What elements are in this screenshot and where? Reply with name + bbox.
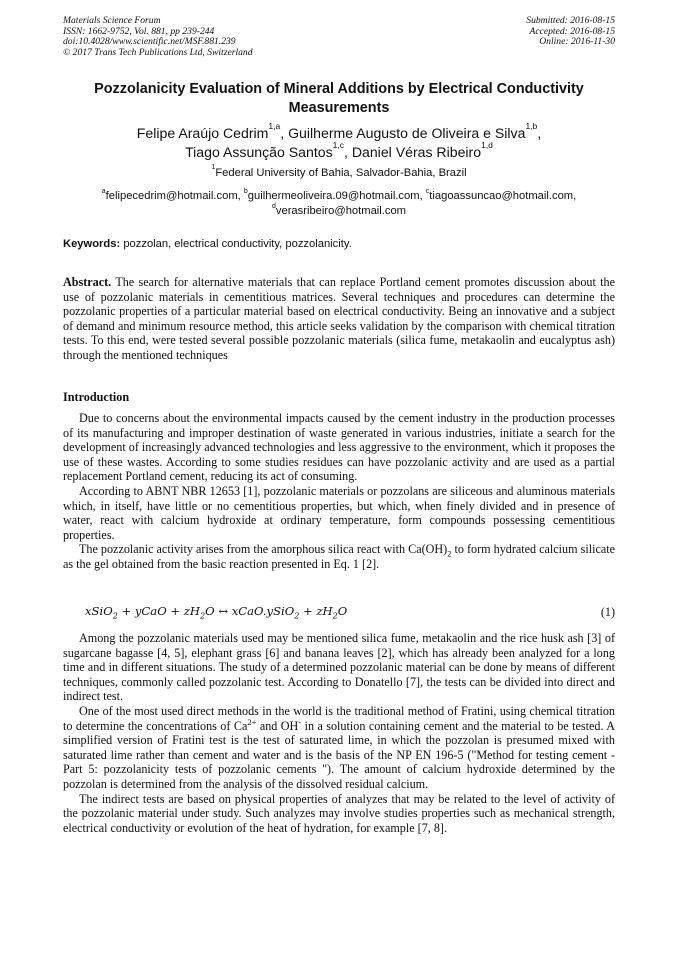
email-link[interactable]: tiagoassuncao@hotmail.com	[429, 190, 574, 202]
author-affiliation-mark: 1,b	[525, 121, 538, 131]
email-link[interactable]: guilhermeoliveira.09@hotmail.com	[247, 190, 420, 202]
submitted-date: Submitted: 2016-08-15	[526, 15, 615, 26]
section-heading-introduction: Introduction	[63, 390, 130, 404]
journal-doi: doi:10.4028/www.scientific.net/MSF.881.239	[63, 36, 236, 48]
author-name: Daniel Véras Ribeiro	[351, 143, 482, 160]
journal-copyright: © 2017 Trans Tech Publications Ltd, Switzerland	[63, 46, 253, 58]
author-affiliation-mark: 1,d	[481, 139, 493, 150]
paper-title: Pozzolanicity Evaluation of Mineral Additions by Electrical Conductivity Measurements	[94, 81, 584, 116]
author-name: Tiago Assunção Santos	[185, 143, 333, 160]
author-list: Felipe Araújo Cedrim$^{1,a}$, Guilherme Augusto de Oliveira e Silva$^{1,b}$, Tiago Assunção Santos$^{1,c}$, Daniel Véras Ribeiro$^{1,d}$	[136, 121, 542, 160]
accepted-date: Accepted: 2016-08-15	[529, 25, 615, 37]
paragraph: Due to concerns about the environmental impacts caused by the cement industry in the production processes of its manufacturing and improper destination of waste generated in various industries, initiate a search for the development of increasingly advanced technologies and less aggressive to the environment, which it proposes the use of these wastes. According to some studies residues can have pozzolanic activity and are used as a partial replacement Portland cement, reducing its act of consuming.	[63, 411, 615, 484]
keywords	[63, 238, 352, 250]
abstract	[63, 275, 615, 363]
journal-info	[63, 16, 253, 58]
journal-name: Materials Science Forum	[63, 15, 161, 26]
equation-number: (1)	[600, 605, 615, 619]
online-date: Online: 2016-11-30	[539, 36, 615, 48]
email-link[interactable]: verasribeiro@hotmail.com	[275, 204, 406, 217]
paragraph: The pozzolanic activity arises from the amorphous silica react with $Ca(OH)_2$ to form hydrated calcium silicate as the gel obtained from the basic reaction presented in Eq. 1 [2].	[63, 542, 615, 571]
equation-formula: xSiO$_2$ + yCaO + $zH_2O$ ↔ xCaO.ySiO$_2$ + $zH_2O$	[85, 604, 348, 621]
paragraph: According to ABNT NBR 12653 [1], pozzolanic materials or pozzolans are siliceous and aluminous materials which, in itself, have little or no cementitious properties, but which, when finely divided and in presence of water, react with calcium hydroxide at ordinary temperature, form compounds possessing cementitious properties.	[63, 483, 615, 542]
keywords-label: Keywords:	[63, 238, 121, 250]
equation-1	[63, 604, 615, 622]
author-name: Felipe Araújo Cedrim	[136, 125, 269, 141]
introduction-body	[63, 411, 615, 572]
affiliation	[40, 166, 638, 180]
paragraph: The indirect tests are based on physical properties of analyzes that may be related to the level of activity of the pozzolanic material under study. Such analyzes may involve studies properties such as mechanical strength, electrical conductivity or evolution of the heat of hydration, for example [7, 8].	[63, 791, 615, 835]
affiliation-mark: 1	[211, 164, 216, 171]
author-name: Guilherme Augusto de Oliveira e Silva	[288, 125, 526, 141]
paragraph: Among the pozzolanic materials used may be mentioned silica fume, metakaolin and the rice husk ash [3] of sugarcane bagasse [4, 5], elephant grass [6] and banana leaves [2], which has already been analyzed for a long time and in different situations. The study of a determined pozzolanic material can be done by means of different techniques, commonly called pozzolanic test. According to Donatello [7], the tests can be divided into direct and indirect test.	[63, 631, 615, 704]
submission-dates	[526, 16, 615, 48]
keywords-text: pozzolan, electrical conductivity, pozzolanicity.	[123, 238, 352, 250]
introduction-body-continued	[63, 631, 615, 835]
email-link[interactable]: felipecedrim@hotmail.com	[105, 190, 238, 202]
author-emails: $^a$felipecedrim@hotmail.com, $^b$guilhermeoliveira.09@hotmail.com, $^c$tiagoassuncao@hotmail.com, $^d$verasribeiro@hotmail.com	[101, 188, 577, 217]
affiliation-text: Federal University of Bahia, Salvador-Bahia, Brazil	[215, 167, 467, 179]
paragraph: One of the most used direct methods in the world is the traditional method of Fratini, using chemical titration to determine the concentrations of $Ca^{2+}$ and OH- in a solution containing cement and the material to be tested. A simplified version of Fratini test is the test of saturated lime, in which the pozzolan is presumed mixed with saturated lime rather than cement and water and is the basis of the NP EN 196-5 ("Method for testing cement - Part 5: pozzolanicity tests of pozzolanic cements "). The amount of calcium hydroxide determined by the pozzolan is determined from the analysis of the dissolved residual calcium.	[63, 703, 615, 791]
abstract-text: The search for alternative materials that can replace Portland cement promotes discussion about the use of pozzolanic materials in cementitious matrices. Several techniques and procedures can determine the pozzolanic properties of a particular material based on electrical conductivity. Being an innovative and a subject of demand and minimum resource method, this article seeks validation by the comparison with chemical titration tests. To this end, were tested several possible pozzolanic materials (silica fume, metakaolin and eucalyptus ash) through the mentioned techniques	[63, 275, 615, 362]
abstract-label: Abstract.	[63, 275, 112, 289]
journal-issn: ISSN: 1662-9752, Vol. 881, pp 239-244	[63, 25, 215, 37]
author-affiliation-mark: 1,c	[332, 139, 344, 150]
author-affiliation-mark: 1,a	[268, 121, 281, 131]
